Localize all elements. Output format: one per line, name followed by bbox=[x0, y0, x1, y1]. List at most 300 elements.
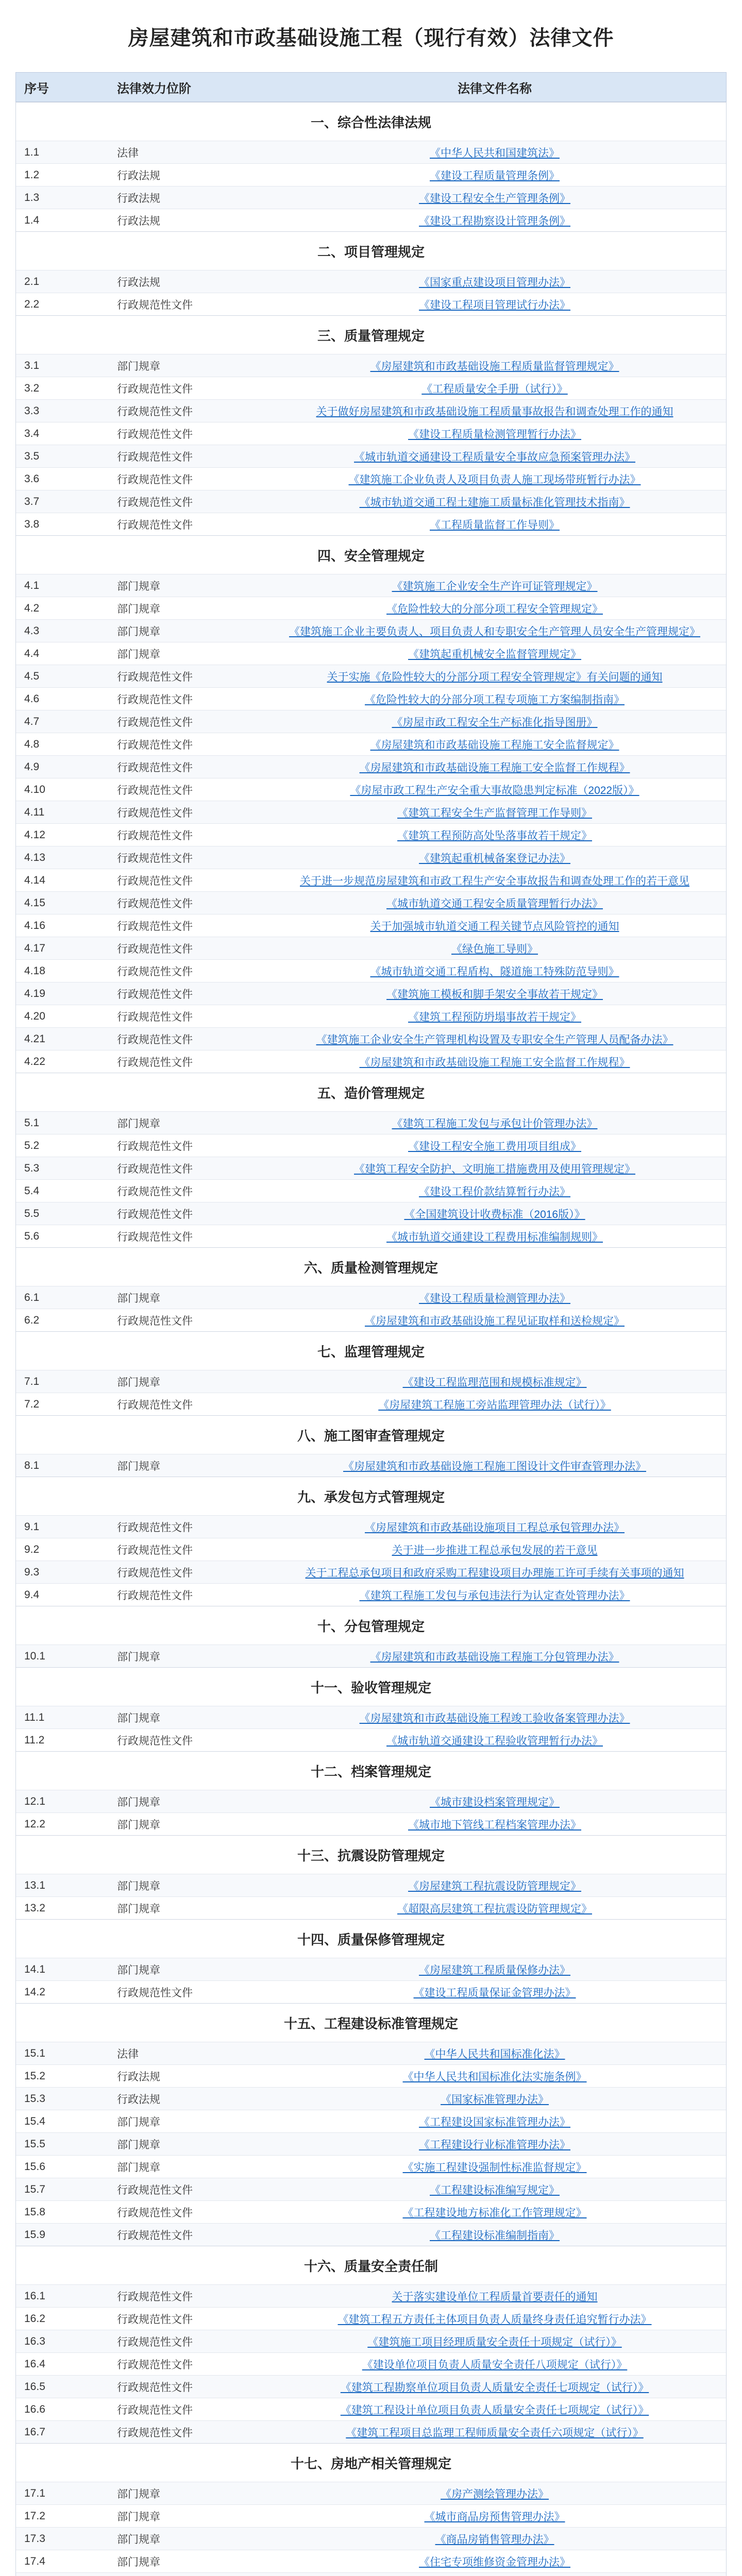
row-legal-level: 行政法规 bbox=[117, 276, 160, 289]
table-row bbox=[16, 2284, 726, 2307]
document-link[interactable]: 《建筑工程设计单位项目负责人质量安全责任七项规定（试行）》 bbox=[340, 2404, 649, 2416]
table-row bbox=[16, 1370, 726, 1393]
row-number: 4.5 bbox=[24, 670, 40, 682]
document-link[interactable]: 《房屋建筑和市政基础设施工程施工安全监督工作规程》 bbox=[359, 1056, 630, 1069]
section-heading: 八、施工图审查管理规定 bbox=[16, 1415, 726, 1454]
row-number: 3.8 bbox=[24, 518, 40, 530]
row-number: 4.1 bbox=[24, 579, 40, 591]
document-link[interactable]: 《房屋建筑和市政基础设施工程施工安全监督工作规程》 bbox=[359, 761, 630, 774]
row-legal-level: 行政规范性文件 bbox=[117, 1140, 193, 1153]
document-link[interactable]: 《建设工程质量管理条例》 bbox=[430, 170, 560, 182]
row-legal-level: 部门规章 bbox=[117, 1964, 160, 1976]
row-number: 11.2 bbox=[24, 1734, 45, 1746]
section-heading: 一、综合性法律法规 bbox=[16, 102, 726, 141]
table-row bbox=[16, 1179, 726, 1202]
document-link[interactable]: 《建筑工程安全生产监督管理工作导则》 bbox=[397, 807, 592, 819]
row-legal-level: 行政规范性文件 bbox=[117, 1208, 193, 1221]
law-section bbox=[15, 1331, 727, 1415]
row-legal-level: 部门规章 bbox=[117, 1712, 160, 1724]
document-link[interactable]: 《中华人民共和国建筑法》 bbox=[430, 147, 560, 159]
section-heading: 六、质量检测管理规定 bbox=[16, 1247, 726, 1286]
table-row bbox=[16, 163, 726, 186]
document-link[interactable]: 《房屋市政工程安全生产标准化指导图册》 bbox=[392, 716, 598, 728]
table-row bbox=[16, 1050, 726, 1073]
row-legal-level: 行政法规 bbox=[117, 215, 160, 227]
row-number: 4.2 bbox=[24, 602, 40, 614]
document-link[interactable]: 《建设工程安全施工费用项目组成》 bbox=[408, 1140, 581, 1153]
row-number: 4.14 bbox=[24, 874, 45, 886]
document-link[interactable]: 《城市轨道交通建设工程验收管理暂行办法》 bbox=[386, 1735, 603, 1747]
document-link[interactable]: 《中华人民共和国标准化法》 bbox=[424, 2048, 565, 2060]
document-link[interactable]: 《城市建设档案管理规定》 bbox=[430, 1796, 560, 1808]
document-link[interactable]: 《建设工程监理范围和规模标准规定》 bbox=[402, 1376, 587, 1388]
row-number: 4.22 bbox=[24, 1055, 45, 1067]
document-link[interactable]: 《建筑施工企业主要负责人、项目负责人和专职安全生产管理人员安全生产管理规定》 bbox=[289, 625, 700, 638]
document-link[interactable]: 关于进一步规范房屋建筑和市政工程生产安全事故报告和调查处理工作的若干意见 bbox=[300, 875, 689, 887]
row-number: 4.9 bbox=[24, 760, 40, 773]
row-number: 10.1 bbox=[24, 1650, 45, 1662]
row-legal-level: 行政规范性文件 bbox=[117, 496, 193, 509]
document-link[interactable]: 关于加强城市轨道交通工程关键节点风险管控的通知 bbox=[370, 920, 619, 933]
law-section bbox=[15, 1415, 727, 1477]
row-number: 15.9 bbox=[24, 2228, 45, 2241]
row-number: 4.6 bbox=[24, 692, 40, 705]
row-number: 7.1 bbox=[24, 1375, 40, 1387]
table-row bbox=[16, 1286, 726, 1309]
document-link[interactable]: 《建设单位项目负责人质量安全责任八项规定（试行）》 bbox=[362, 2359, 628, 2371]
table-row bbox=[16, 1728, 726, 1751]
row-legal-level: 行政规范性文件 bbox=[117, 2229, 193, 2242]
document-link[interactable]: 《建筑工程勘察单位项目负责人质量安全责任七项规定（试行）》 bbox=[340, 2381, 649, 2394]
law-section bbox=[15, 1247, 727, 1331]
document-link[interactable]: 《工程建设标准编写规定》 bbox=[430, 2184, 560, 2196]
document-link[interactable]: 《房屋建筑工程施工旁站监理管理办法（试行）》 bbox=[378, 1399, 611, 1411]
table-row bbox=[16, 1005, 726, 1027]
document-link[interactable]: 《工程质量安全手册（试行）》 bbox=[421, 383, 568, 395]
row-number: 4.12 bbox=[24, 828, 45, 841]
table-row bbox=[16, 846, 726, 869]
row-number: 6.1 bbox=[24, 1291, 40, 1303]
table-row bbox=[16, 891, 726, 914]
table-row bbox=[16, 1874, 726, 1896]
row-number: 1.1 bbox=[24, 146, 40, 158]
row-number: 16.6 bbox=[24, 2403, 45, 2415]
law-section bbox=[15, 231, 727, 315]
document-link[interactable]: 《房屋市政工程生产安全重大事故隐患判定标准（2022版）》 bbox=[350, 784, 639, 796]
document-link[interactable]: 《房屋建筑和市政基础设施工程施工图设计文件审查管理办法》 bbox=[343, 1460, 646, 1472]
section-heading: 三、质量管理规定 bbox=[16, 315, 726, 354]
row-number: 13.1 bbox=[24, 1879, 45, 1891]
row-number: 8.1 bbox=[24, 1459, 40, 1471]
document-link[interactable]: 《国家重点建设项目管理办法》 bbox=[419, 276, 570, 289]
row-legal-level: 行政法规 bbox=[117, 192, 160, 205]
table-row bbox=[16, 293, 726, 315]
section-heading: 十二、档案管理规定 bbox=[16, 1751, 726, 1790]
row-legal-level: 行政规范性文件 bbox=[117, 2184, 193, 2196]
table-row bbox=[16, 914, 726, 937]
row-number: 4.21 bbox=[24, 1032, 45, 1045]
document-link[interactable]: 《城市轨道交通工程盾构、隧道施工特殊防范导则》 bbox=[370, 965, 619, 978]
row-number: 9.1 bbox=[24, 1520, 40, 1533]
table-row bbox=[16, 1561, 726, 1583]
row-legal-level: 行政规范性文件 bbox=[117, 829, 193, 842]
table-row bbox=[16, 665, 726, 687]
document-link[interactable]: 关于实施《危险性较大的分部分项工程安全管理规定》有关问题的通知 bbox=[327, 671, 663, 683]
document-link[interactable]: 《中华人民共和国标准化法实施条例》 bbox=[402, 2071, 587, 2083]
row-legal-level: 部门规章 bbox=[117, 603, 160, 615]
document-link[interactable]: 《超限高层建筑工程抗震设防管理规定》 bbox=[397, 1903, 592, 1915]
row-number: 4.18 bbox=[24, 964, 45, 977]
law-section bbox=[15, 2246, 727, 2443]
row-legal-level: 行政规范性文件 bbox=[117, 383, 193, 395]
table-row bbox=[16, 2420, 726, 2443]
row-number: 3.6 bbox=[24, 472, 40, 485]
document-link[interactable]: 《住宅专项维修资金管理办法》 bbox=[419, 2556, 570, 2568]
row-number: 17.4 bbox=[24, 2555, 45, 2567]
document-link[interactable]: 《房屋建筑工程抗震设防管理规定》 bbox=[408, 1880, 581, 1892]
document-link[interactable]: 《城市商品房预售管理办法》 bbox=[424, 2511, 565, 2523]
section-heading: 二、项目管理规定 bbox=[16, 231, 726, 270]
row-number: 3.5 bbox=[24, 450, 40, 462]
row-legal-level: 部门规章 bbox=[117, 2161, 160, 2174]
law-section bbox=[15, 1667, 727, 1751]
row-legal-level: 部门规章 bbox=[117, 1292, 160, 1304]
document-link[interactable]: 《房屋建筑和市政基础设施项目工程总承包管理办法》 bbox=[365, 1521, 625, 1534]
row-number: 16.2 bbox=[24, 2312, 45, 2325]
section-heading: 十三、抗震设防管理规定 bbox=[16, 1835, 726, 1874]
row-number: 4.20 bbox=[24, 1010, 45, 1022]
document-link[interactable]: 《工程质量监督工作导则》 bbox=[430, 519, 560, 531]
row-legal-level: 法律 bbox=[117, 2048, 139, 2060]
document-link[interactable]: 《房屋建筑和市政基础设施工程质量监督管理规定》 bbox=[370, 360, 619, 372]
row-legal-level: 行政规范性文件 bbox=[117, 897, 193, 910]
row-number: 4.17 bbox=[24, 942, 45, 954]
table-row bbox=[16, 2155, 726, 2178]
document-link[interactable]: 《房屋建筑和市政基础设施工程竣工验收备案管理办法》 bbox=[359, 1712, 630, 1724]
document-link[interactable]: 《建筑起重机械安全监督管理规定》 bbox=[408, 648, 581, 660]
document-link[interactable]: 《建设工程价款结算暂行办法》 bbox=[419, 1185, 570, 1198]
document-link[interactable]: 《建筑工程安全防护、文明施工措施费用及使用管理规定》 bbox=[354, 1163, 635, 1175]
document-link[interactable]: 《房屋建筑工程质量保修办法》 bbox=[419, 1964, 570, 1976]
document-link[interactable]: 关于进一步推进工程总承包发展的若干意见 bbox=[392, 1544, 598, 1556]
table-row bbox=[16, 1134, 726, 1157]
table-row bbox=[16, 141, 726, 163]
document-link[interactable]: 《房屋建筑和市政基础设施工程施工安全监督规定》 bbox=[370, 739, 619, 751]
table-row bbox=[16, 2550, 726, 2572]
document-link[interactable]: 《危险性较大的分部分项工程专项施工方案编制指南》 bbox=[365, 693, 625, 706]
row-legal-level: 部门规章 bbox=[117, 1819, 160, 1831]
document-link[interactable]: 关于落实建设单位工程质量首要责任的通知 bbox=[392, 2291, 598, 2303]
law-section bbox=[15, 2443, 727, 2576]
document-link[interactable]: 《建筑工程预防高处坠落事故若干规定》 bbox=[397, 829, 592, 842]
table-row bbox=[16, 823, 726, 846]
document-link[interactable]: 《建筑施工企业安全生产许可证管理规定》 bbox=[392, 580, 598, 592]
row-number: 17.1 bbox=[24, 2487, 45, 2499]
law-section bbox=[15, 535, 727, 1073]
column-header-document: 法律文件名称 bbox=[458, 81, 532, 96]
table-row bbox=[16, 959, 726, 982]
section-heading: 九、承发包方式管理规定 bbox=[16, 1477, 726, 1515]
row-number: 1.2 bbox=[24, 168, 40, 181]
row-number: 15.3 bbox=[24, 2092, 45, 2105]
table-row bbox=[16, 1583, 726, 1606]
row-legal-level: 行政规范性文件 bbox=[117, 2336, 193, 2348]
law-section bbox=[15, 1835, 727, 1919]
row-number: 15.6 bbox=[24, 2160, 45, 2173]
document-link[interactable]: 《城市轨道交通建设工程费用标准编制规则》 bbox=[386, 1231, 603, 1243]
row-legal-level: 部门规章 bbox=[117, 2556, 160, 2568]
row-number: 2.1 bbox=[24, 275, 40, 287]
row-number: 16.5 bbox=[24, 2380, 45, 2393]
table-row bbox=[16, 1202, 726, 1225]
row-legal-level: 行政规范性文件 bbox=[117, 1735, 193, 1747]
document-link[interactable]: 《商品房销售管理办法》 bbox=[435, 2533, 554, 2546]
row-legal-level: 部门规章 bbox=[117, 2533, 160, 2546]
table-row bbox=[16, 2398, 726, 2420]
document-link[interactable]: 《城市地下管线工程档案管理办法》 bbox=[408, 1819, 581, 1831]
row-legal-level: 行政规范性文件 bbox=[117, 943, 193, 955]
row-number: 3.3 bbox=[24, 404, 40, 417]
row-legal-level: 行政规范性文件 bbox=[117, 1589, 193, 1602]
document-link[interactable]: 关于做好房屋建筑和市政基础设施工程质量事故报告和调查处理工作的通知 bbox=[316, 405, 673, 418]
row-legal-level: 行政规范性文件 bbox=[117, 1163, 193, 1175]
row-legal-level: 部门规章 bbox=[117, 580, 160, 592]
table-row bbox=[16, 270, 726, 293]
table-row bbox=[16, 1225, 726, 1247]
table-row bbox=[16, 2375, 726, 2398]
document-link[interactable]: 《工程建设行业标准管理办法》 bbox=[419, 2139, 570, 2151]
row-number: 5.3 bbox=[24, 1162, 40, 1174]
table-row bbox=[16, 1515, 726, 1538]
document-link[interactable]: 《建筑施工项目经理质量安全责任十项规定（试行）》 bbox=[367, 2336, 622, 2348]
document-link[interactable]: 《工程建设国家标准管理办法》 bbox=[419, 2116, 570, 2128]
table-row bbox=[16, 1111, 726, 1134]
row-legal-level: 行政规范性文件 bbox=[117, 1399, 193, 1411]
table-row bbox=[16, 1812, 726, 1835]
law-section bbox=[15, 1919, 727, 2003]
table-row bbox=[16, 2482, 726, 2504]
row-number: 15.1 bbox=[24, 2047, 45, 2059]
document-link[interactable]: 《危险性较大的分部分项工程安全管理规定》 bbox=[386, 603, 603, 615]
row-legal-level: 部门规章 bbox=[117, 2511, 160, 2523]
row-number: 1.4 bbox=[24, 214, 40, 226]
row-legal-level: 部门规章 bbox=[117, 360, 160, 372]
row-legal-level: 部门规章 bbox=[117, 1796, 160, 1808]
row-number: 3.7 bbox=[24, 495, 40, 507]
document-link[interactable]: 《建设工程质量保证金管理办法》 bbox=[413, 1987, 576, 1999]
document-link[interactable]: 《房屋建筑和市政基础设施工程见证取样和送检规定》 bbox=[365, 1315, 625, 1327]
document-link[interactable]: 《建筑工程项目总监理工程师质量安全责任六项规定（试行）》 bbox=[346, 2427, 644, 2439]
row-legal-level: 部门规章 bbox=[117, 1376, 160, 1388]
table-row bbox=[16, 1958, 726, 1980]
section-heading: 十一、验收管理规定 bbox=[16, 1667, 726, 1706]
section-heading: 十五、工程建设标准管理规定 bbox=[16, 2003, 726, 2042]
row-number: 11.1 bbox=[24, 1711, 45, 1723]
table-row bbox=[16, 2132, 726, 2155]
table-row bbox=[16, 687, 726, 710]
table-row bbox=[16, 2087, 726, 2110]
table-row bbox=[16, 467, 726, 490]
document-link[interactable]: 《国家标准管理办法》 bbox=[441, 2093, 549, 2106]
table-row bbox=[16, 445, 726, 467]
row-legal-level: 行政规范性文件 bbox=[117, 761, 193, 774]
row-legal-level: 行政规范性文件 bbox=[117, 1185, 193, 1198]
sections-container bbox=[15, 102, 727, 2576]
row-legal-level: 部门规章 bbox=[117, 1880, 160, 1892]
document-link[interactable]: 《建筑工程五方责任主体项目负责人质量终身责任追究暂行办法》 bbox=[338, 2313, 652, 2326]
table-row bbox=[16, 2572, 726, 2576]
table-row bbox=[16, 1157, 726, 1179]
document-link[interactable]: 《建设工程勘察设计管理条例》 bbox=[419, 215, 570, 227]
document-link[interactable]: 《建筑起重机械备案登记办法》 bbox=[419, 852, 570, 865]
row-number: 4.19 bbox=[24, 987, 45, 999]
row-number: 4.13 bbox=[24, 851, 45, 863]
table-row bbox=[16, 597, 726, 619]
row-legal-level: 部门规章 bbox=[117, 2139, 160, 2151]
row-number: 4.4 bbox=[24, 647, 40, 659]
row-number: 17.2 bbox=[24, 2510, 45, 2522]
table-row bbox=[16, 1706, 726, 1728]
row-number: 15.5 bbox=[24, 2138, 45, 2150]
row-number: 7.2 bbox=[24, 1398, 40, 1410]
table-row bbox=[16, 2352, 726, 2375]
table-row bbox=[16, 2527, 726, 2550]
row-number: 3.1 bbox=[24, 359, 40, 371]
row-number: 16.1 bbox=[24, 2290, 45, 2302]
section-heading: 十六、质量安全责任制 bbox=[16, 2246, 726, 2284]
row-legal-level: 行政规范性文件 bbox=[117, 693, 193, 706]
row-legal-level: 行政规范性文件 bbox=[117, 920, 193, 933]
document-title: 房屋建筑和市政基础设施工程（现行有效）法律文件 bbox=[15, 0, 727, 72]
table-row bbox=[16, 209, 726, 231]
law-section bbox=[15, 1606, 727, 1667]
section-heading: 七、监理管理规定 bbox=[16, 1331, 726, 1370]
row-legal-level: 部门规章 bbox=[117, 2488, 160, 2500]
document-link[interactable]: 《建设工程项目管理试行办法》 bbox=[419, 299, 570, 311]
document-link[interactable]: 《工程建设地方标准化工作管理规定》 bbox=[402, 2207, 587, 2219]
document-link[interactable]: 《实施工程建设强制性标准监督规定》 bbox=[402, 2161, 587, 2174]
table-row bbox=[16, 399, 726, 422]
row-legal-level: 行政规范性文件 bbox=[117, 2359, 193, 2371]
row-number: 4.10 bbox=[24, 783, 45, 795]
row-legal-level: 行政规范性文件 bbox=[117, 1567, 193, 1579]
row-legal-level: 行政规范性文件 bbox=[117, 2291, 193, 2303]
section-heading: 十四、质量保修管理规定 bbox=[16, 1919, 726, 1958]
row-legal-level: 部门规章 bbox=[117, 625, 160, 638]
row-number: 4.11 bbox=[24, 806, 45, 818]
law-section bbox=[15, 2003, 727, 2246]
table-row bbox=[16, 937, 726, 959]
row-legal-level: 行政规范性文件 bbox=[117, 852, 193, 865]
table-row bbox=[16, 513, 726, 535]
section-heading: 十、分包管理规定 bbox=[16, 1606, 726, 1645]
row-number: 4.3 bbox=[24, 624, 40, 637]
table-row bbox=[16, 1980, 726, 2003]
document-link[interactable]: 《全国建筑设计收费标准（2016版）》 bbox=[404, 1208, 585, 1221]
row-legal-level: 行政规范性文件 bbox=[117, 716, 193, 728]
table-row bbox=[16, 1454, 726, 1477]
row-number: 12.1 bbox=[24, 1795, 45, 1807]
document-link[interactable]: 《房屋建筑和市政基础设施工程施工分包管理办法》 bbox=[370, 1651, 619, 1663]
row-legal-level: 行政规范性文件 bbox=[117, 739, 193, 751]
table-row bbox=[16, 778, 726, 801]
row-number: 14.1 bbox=[24, 1963, 45, 1975]
row-legal-level: 行政规范性文件 bbox=[117, 2404, 193, 2416]
section-heading: 四、安全管理规定 bbox=[16, 535, 726, 574]
row-legal-level: 部门规章 bbox=[117, 1460, 160, 1472]
table-row bbox=[16, 642, 726, 665]
document-link[interactable]: 《城市轨道交通工程土建施工质量标准化管理技术指南》 bbox=[359, 496, 630, 509]
row-legal-level: 行政规范性文件 bbox=[117, 1987, 193, 1999]
document-link[interactable]: 《工程建设标准编制指南》 bbox=[430, 2229, 560, 2242]
row-legal-level: 行政规范性文件 bbox=[117, 473, 193, 486]
document-link[interactable]: 《建筑工程施工发包与承包计价管理办法》 bbox=[392, 1117, 598, 1130]
row-legal-level: 行政规范性文件 bbox=[117, 2427, 193, 2439]
document-link[interactable]: 《建筑工程预防坍塌事故若干规定》 bbox=[408, 1011, 581, 1023]
table-row bbox=[16, 186, 726, 209]
column-header-level: 法律效力位阶 bbox=[117, 81, 191, 96]
law-section bbox=[15, 1477, 727, 1606]
row-legal-level: 行政规范性文件 bbox=[117, 1521, 193, 1534]
table-row bbox=[16, 619, 726, 642]
document-link[interactable]: 《建设工程安全生产管理条例》 bbox=[419, 192, 570, 205]
row-number: 3.2 bbox=[24, 382, 40, 394]
row-number: 6.2 bbox=[24, 1314, 40, 1326]
row-legal-level: 行政规范性文件 bbox=[117, 299, 193, 311]
table-row bbox=[16, 2042, 726, 2064]
row-legal-level: 部门规章 bbox=[117, 1903, 160, 1915]
row-number: 15.2 bbox=[24, 2070, 45, 2082]
document-link[interactable]: 《建设工程质量检测管理办法》 bbox=[419, 1292, 570, 1304]
document-link[interactable]: 《绿色施工导则》 bbox=[451, 943, 538, 955]
row-legal-level: 行政规范性文件 bbox=[117, 2207, 193, 2219]
document-link[interactable]: 《建设工程质量检测管理暂行办法》 bbox=[408, 428, 581, 440]
table-row bbox=[16, 755, 726, 778]
table-row bbox=[16, 1309, 726, 1331]
document-link[interactable]: 《建筑施工企业负责人及项目负责人施工现场带班暂行办法》 bbox=[348, 473, 641, 486]
row-legal-level: 行政法规 bbox=[117, 2071, 160, 2083]
table-row bbox=[16, 2223, 726, 2246]
row-legal-level: 行政规范性文件 bbox=[117, 519, 193, 531]
document-link[interactable]: 《城市轨道交通工程安全质量管理暂行办法》 bbox=[386, 897, 603, 910]
row-legal-level: 部门规章 bbox=[117, 1117, 160, 1130]
table-row bbox=[16, 354, 726, 377]
table-row bbox=[16, 490, 726, 513]
row-legal-level: 行政规范性文件 bbox=[117, 1315, 193, 1327]
table-row bbox=[16, 2307, 726, 2330]
document-link[interactable]: 《建筑施工企业安全生产管理机构设置及专职安全生产管理人员配备办法》 bbox=[316, 1033, 673, 1046]
column-header-row bbox=[15, 72, 727, 102]
table-row bbox=[16, 733, 726, 755]
document-link[interactable]: 《建筑施工模板和脚手架安全事故若干规定》 bbox=[386, 988, 603, 1001]
section-heading: 五、造价管理规定 bbox=[16, 1073, 726, 1111]
row-legal-level: 行政规范性文件 bbox=[117, 671, 193, 683]
document-link[interactable]: 《城市轨道交通建设工程质量安全事故应急预案管理办法》 bbox=[354, 451, 635, 463]
table-row bbox=[16, 2110, 726, 2132]
row-legal-level: 行政规范性文件 bbox=[117, 2381, 193, 2394]
table-row bbox=[16, 1896, 726, 1919]
row-legal-level: 部门规章 bbox=[117, 2116, 160, 2128]
document-link[interactable]: 关于工程总承包项目和政府采购工程建设项目办理施工许可手续有关事项的通知 bbox=[305, 1567, 684, 1579]
row-legal-level: 行政规范性文件 bbox=[117, 1033, 193, 1046]
document-link[interactable]: 《房产测绘管理办法》 bbox=[441, 2488, 549, 2500]
row-number: 15.7 bbox=[24, 2183, 45, 2195]
row-number: 13.2 bbox=[24, 1902, 45, 1914]
document-link[interactable]: 《建筑工程施工发包与承包违法行为认定查处管理办法》 bbox=[359, 1589, 630, 1602]
table-row bbox=[16, 1645, 726, 1667]
row-legal-level: 行政规范性文件 bbox=[117, 875, 193, 887]
row-number: 5.5 bbox=[24, 1207, 40, 1219]
